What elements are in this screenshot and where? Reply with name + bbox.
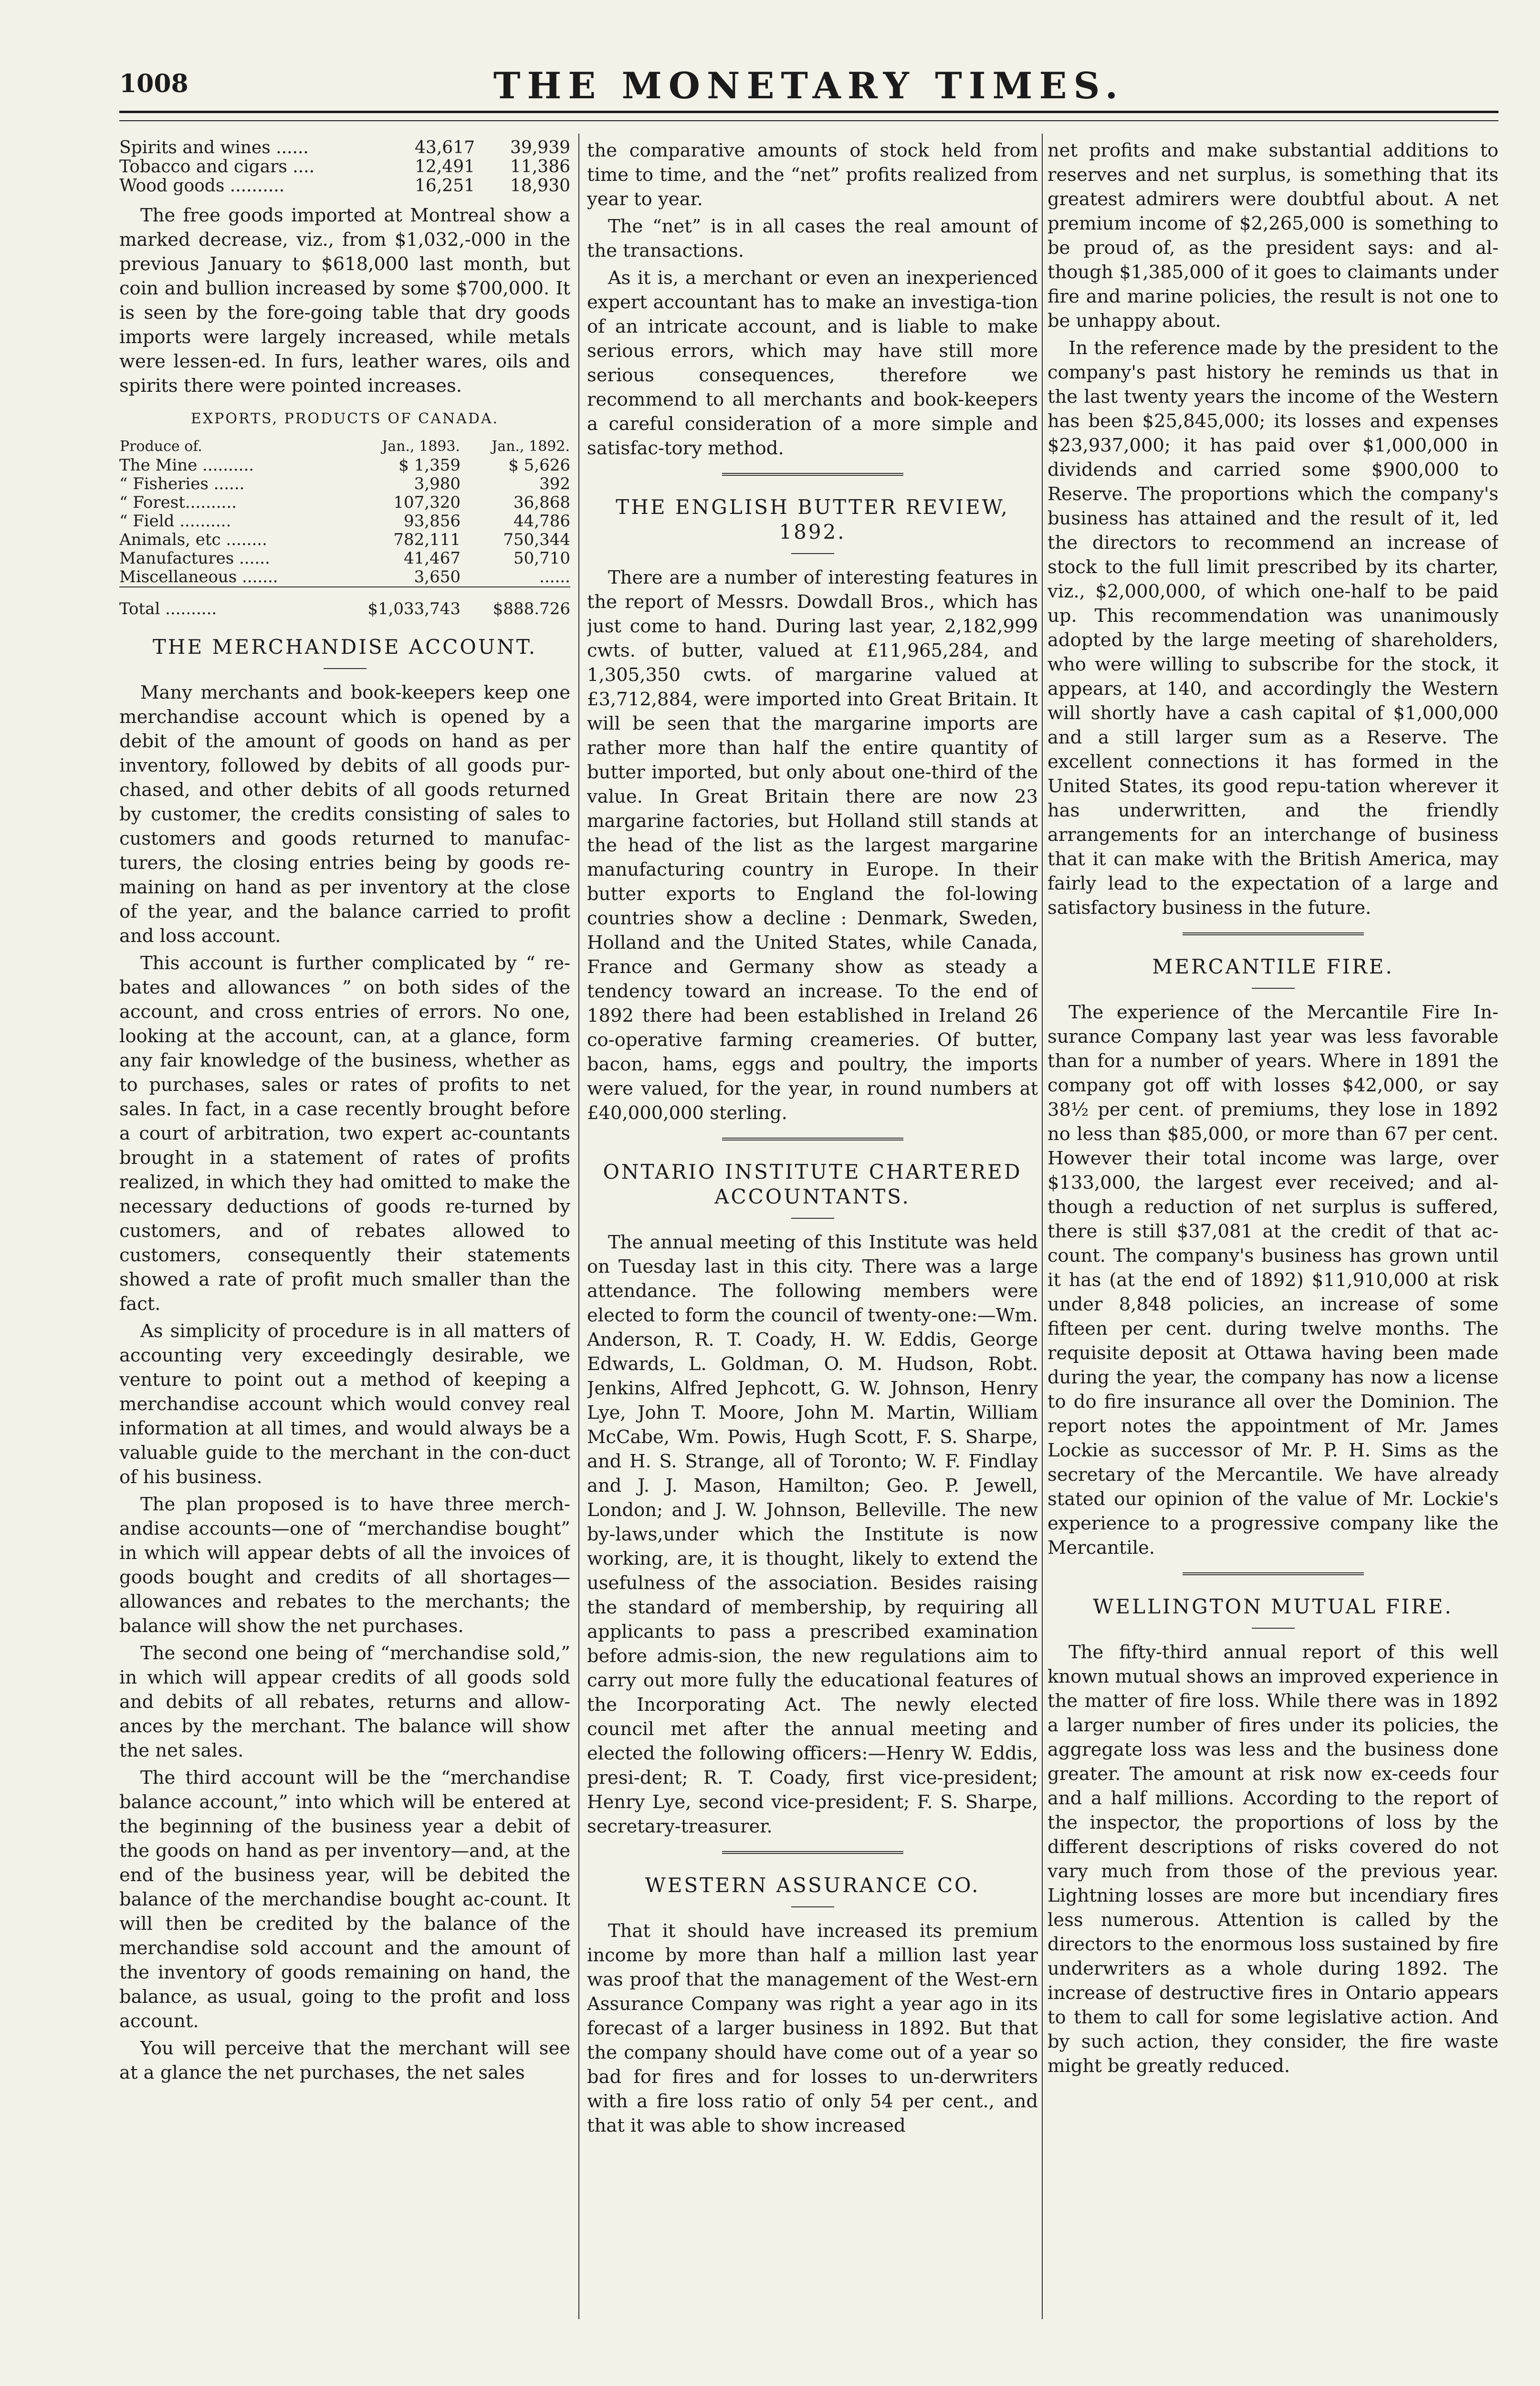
paragraph: You will perceive that the merchant will see at a glance the net purchases, the net sales <box>119 2038 570 2083</box>
paragraph: the comparative amounts of stock held from time to time, and the “net” profits realized from year to year. <box>587 140 1038 210</box>
paragraph: The fifty-third annual report of this well known mutual shows an improved experience in the matter of fire loss. While there was in 1892 a larger number of fires under its policies, the aggregate loss was less and the business done greater. The amount at risk now ex-ceeds four and a half millions. According to the report of the inspector, the proportions of loss by the different descriptions of risks covered do not vary much from those of the previous year. Lightning losses are more but incendiary fires less numerous. Attention is called by the directors to the enormous loss sustained by fire underwriters as a whole during 1892. The increase of destructive fires in Ontario appears to them to call for some legislative action. And by such action, they consider, the fire waste might be greatly reduced. <box>1048 1642 1498 2077</box>
section-separator <box>722 473 903 479</box>
masthead-title: THE MONETARY TIMES. <box>493 64 1125 107</box>
paragraph: As simplicity of procedure is in all matters of accounting very exceedingly desirable, we venture to point out a method of keeping a merchandise account which would convey real information at all times, and would always be a valuable guide to the merchant in the con-duct of his business. <box>119 1320 570 1488</box>
column-3 <box>1048 138 1498 2314</box>
table-row <box>119 549 570 568</box>
row-value: ...... <box>539 567 570 586</box>
table-row <box>119 157 570 177</box>
column-1 <box>119 138 570 2314</box>
divider <box>1252 988 1295 989</box>
row-value: $1,033,743 <box>367 599 461 618</box>
divider <box>324 668 367 669</box>
paragraph: The second one being of “merchandise sold,” in which will appear credits of all goods sold and debits of all rebates, returns and allow-ances by the merchant. The balance will show the net sales. <box>119 1643 570 1761</box>
row-label: “ Field .......... <box>119 512 231 531</box>
row-value: 18,930 <box>510 176 570 196</box>
section-separator <box>722 1851 903 1857</box>
header-rule <box>119 111 1498 113</box>
paragraph: There are a number of interesting features in the report of Messrs. Dowdall Bros., which has just come to hand. During last year, 2,182,999 cwts. of butter, valued at £11,965,284, and 1,305,350 cwts. of margarine valued at £3,712,884, were imported into Great Britain. It will be seen that the margarine imports are rather more than half the entire quantity of butter imported, but only about one-third of the value. In Great Britain there are now 23 margarine factories, but Holland still stands at the head of the list as the largest margarine manufacturing country in Europe. In their butter exports to England the fol-lowing countries show a decline : Denmark, Sweden, Holland and the United States, while Canada, France and Germany show as steady a tendency toward an increase. To the end of 1892 there had been established in Ireland 26 co-operative farming creameries. Of butter, bacon, hams, eggs and poultry, the imports were valued, for the year, in round numbers at £40,000,000 sterling. <box>587 567 1038 1124</box>
paragraph: As it is, a merchant or even an inexperienced expert accountant has to make an investiga-tion of an intricate account, and is liable to make serious errors, which may have still more serious consequences, therefore we recommend to all merchants and book-keepers a careful consideration of a more simple and satisfac-tory method. <box>587 267 1038 459</box>
table-header-row <box>119 437 570 456</box>
table-total-row <box>119 589 570 618</box>
row-value: 3,980 <box>414 474 461 493</box>
row-value: 750,344 <box>503 530 570 549</box>
row-label: Animals, etc ........ <box>119 530 267 549</box>
article-heading: MERCANTILE FIRE. <box>1152 955 1394 978</box>
divider <box>1252 1628 1295 1629</box>
row-value: 44,786 <box>513 512 570 531</box>
row-value: 782,111 <box>393 530 461 549</box>
paragraph: The annual meeting of this Institute was held on Tuesday last in this city. There was a large attendance. The following members were elected to form the council of twenty-one:—Wm. Anderson, R. T. Coady, H. W. Eddis, George Edwards, L. Goldman, O. M. Hudson, Robt. Jenkins, Alfred Jephcott, G. W. Johnson, Henry Lye, John T. Moore, John M. Martin, William McCabe, Wm. Powis, Hugh Scott, F. S. Sharpe, and H. S. Strange, all of Toronto; W. F. Findlay and J. J. Mason, Hamilton; Geo. P. Jewell, London; and J. W. Johnson, Belleville. The new by-laws,under which the Institute is now working, are, it is thought, likely to extend the usefulness of the association. Besides raising the standard of membership, by requiring all applicants to pass a prescribed examination before admis-sion, the new regulations aim to carry out more fully the educational features of the Incorporating Act. The newly elected council met after the annual meeting and elected the following officers:—Henry W. Eddis, presi-dent; R. T. Coady, first vice-president; Henry Lye, second vice-president; F. S. Sharpe, secretary-treasurer. <box>587 1232 1038 1837</box>
column-header: Jan., 1892. <box>492 438 570 455</box>
row-value: 12,491 <box>415 157 475 177</box>
row-value: 41,467 <box>404 549 461 568</box>
table-row <box>119 475 570 493</box>
row-value: 36,868 <box>513 493 570 512</box>
column-rule <box>578 134 579 2319</box>
row-value: $ 5,626 <box>508 456 570 475</box>
paragraph: The third account will be the “merchandise balance account,” into which will be entered at the beginning of the business year a debit of the goods on hand as per inventory—and, at the end of the business year, will be debited the balance of the merchandise bought ac-count. It will then be credited by the balance of the merchandise sold account and the amount of the inventory of goods remaining on hand, the balance, as usual, going to the profit and loss account. <box>119 1767 570 2032</box>
row-label: Total .......... <box>119 599 217 618</box>
table-row <box>119 531 570 549</box>
row-label: Manufactures ...... <box>119 549 270 568</box>
article-heading: WESTERN ASSURANCE CO. <box>645 1873 980 1897</box>
paragraph: In the reference made by the president to the company's past history he reminds us that in the last twenty years the income of the Western has been $25,845,000; its losses and expenses $23,937,000; it has paid over $1,000,000 in dividends and carried some $900,000 to Reserve. The proportions which the company's business has attained and the result of it, led the directors to recommend an increase of stock to the full limit prescribed by its charter, viz., $2,000,000, of which one-half to be paid up. This recommendation was unanimously adopted by the large meeting of shareholders, who were willing to subscribe for the stock, it appears, at 140, and accordingly the Western will shortly have a cash capital of $1,000,000 and a still larger sum as a Reserve. The excellent connections it has formed in the United States, its good repu-tation wherever it has underwritten, and the friendly arrangements for an interchange of business that it can make with the British America, may fairly lead to the expectation of a large and satisfactory business in the future. <box>1048 337 1498 919</box>
header-rule-thin <box>119 120 1498 121</box>
exports-table-title: EXPORTS, PRODUCTS OF CANADA. <box>190 410 499 427</box>
paragraph: Many merchants and book-keepers keep one merchandise account which is opened by a debit of the amount of goods on hand as per inventory, followed by debits of all goods pur-chased, and other debits of all goods returned by customer, the credits consisting of sales to customers and goods returned to manufac-turers, the closing entries being by goods re-maining on hand as per inventory at the close of the year, and the balance carried to profit and loss account. <box>119 682 570 947</box>
row-label: Spirits and wines ...... <box>119 138 309 157</box>
table-row <box>119 568 570 587</box>
column-2 <box>587 138 1038 2314</box>
article-heading: WELLINGTON MUTUAL FIRE. <box>1093 1595 1453 1618</box>
paragraph: This account is further complicated by “ re-bates and allowances ” on both sides of the account, and cross entries of errors. No one, looking at the account, can, at a glance, form any fair knowledge of the business, whether as to purchases, sales or rates of profits to net sales. In fact, in a case recently brought before a court of arbitration, two expert ac-countants brought in a statement of rates of profits realized, in which they had omitted to make the necessary deductions of goods re-turned by customers, and of rebates allowed to customers, consequently their statements showed a rate of profit much smaller than the fact. <box>119 952 570 1315</box>
row-label: The Mine .......... <box>119 456 254 475</box>
row-value: 39,939 <box>510 138 570 157</box>
page-number: 1008 <box>119 69 189 98</box>
divider <box>791 553 834 554</box>
row-value: 43,617 <box>415 138 475 157</box>
section-separator <box>1183 1572 1364 1578</box>
row-label: Miscellaneous ....... <box>119 567 278 586</box>
row-value: 392 <box>539 474 570 493</box>
row-value: 50,710 <box>513 549 570 568</box>
row-value: $ 1,359 <box>398 456 461 475</box>
row-value: 11,386 <box>510 157 570 177</box>
row-label: “ Forest.......... <box>119 493 237 512</box>
table-row <box>119 493 570 512</box>
column-header: Produce of. <box>120 438 202 455</box>
exports-table <box>119 437 570 618</box>
row-label: “ Fisheries ...... <box>119 474 245 493</box>
table-row <box>119 512 570 531</box>
paragraph: That it should have increased its premium income by more than half a million last year was proof that the management of the West-ern Assurance Company was right a year ago in its forecast of a larger business in 1892. But that the company should have come out of a year so bad for fires and for losses to un-derwriters with a fire loss ratio of only 54 per cent., and that it was able to show increased <box>587 1920 1038 2136</box>
imports-continued-table <box>119 138 570 196</box>
paragraph: The experience of the Mercantile Fire In-surance Company last year was less favorable than for a number of years. Where in 1891 the company got off with losses $42,000, or say 38½ per cent. of premiums, they lose in 1892 no less than $85,000, or more than 67 per cent. However their total income was large, over $133,000, the largest ever received; and al-though a reduction of net surplus is suffered, there is still $37,081 at the credit of that ac-count. The company's business has grown until it has (at the end of 1892) $11,910,000 at risk under 8,848 policies, an increase of some fifteen per cent. during twelve months. The requisite deposit at Ottawa having been made during the year, the company has now a license to do fire insurance all over the Dominion. The report notes the appointment of Mr. James Lockie as successor of Mr. P. H. Sims as the secretary of the Mercantile. We have already stated our opinion of the value of Mr. Lockie's experience to a progressive company like the Mercantile. <box>1048 1002 1498 1559</box>
row-value: $888.726 <box>492 599 570 618</box>
section-separator <box>722 1138 903 1143</box>
article-heading: THE MERCHANDISE ACCOUNT. <box>152 635 537 659</box>
article-heading: THE ENGLISH BUTTER REVIEW, 1892. <box>616 495 1009 544</box>
paragraph: The free goods imported at Montreal show a marked decrease, viz., from $1,032,-000 in the previous January to $618,000 last month, but coin and bullion increased by some $700,000. It is seen by the fore-going table that dry goods imports were largely increased, while metals were lessen-ed. In furs, leather wares, oils and spirits there were pointed increases. <box>119 205 570 397</box>
divider <box>791 1218 834 1219</box>
column-header: Jan., 1893. <box>382 438 460 455</box>
paragraph: The plan proposed is to have three merch-andise accounts—one of “merchandise bought” in which will appear debts of all the invoices of goods bought and credits of all shortages—allowances and rebates to the merchants; the balance will show the net purchases. <box>119 1494 570 1637</box>
row-label: Tobacco and cigars .... <box>119 157 315 177</box>
paragraph: The “net” is in all cases the real amount of the transactions. <box>587 216 1038 262</box>
table-row <box>119 456 570 475</box>
table-row <box>119 177 570 196</box>
divider <box>791 1906 834 1907</box>
row-label: Wood goods .......... <box>119 176 285 196</box>
article-heading: ONTARIO INSTITUTE CHARTERED ACCOUNTANTS. <box>603 1160 1022 1208</box>
table-row <box>119 138 570 157</box>
page-header <box>119 50 1498 107</box>
column-rule <box>1042 134 1043 2319</box>
row-value: 107,320 <box>393 493 461 512</box>
paragraph: net profits and make substantial additions to reserves and net surplus, is something that its greatest admirers were doubtful about. A net premium income of $2,265,000 is something to be proud of, as the president says: and al-though $1,385,000 of it goes to claimants under fire and marine policies, the result is not one to be unhappy about. <box>1048 140 1498 332</box>
section-separator <box>1183 932 1364 938</box>
row-value: 3,650 <box>414 567 461 586</box>
row-value: 93,856 <box>404 512 461 531</box>
row-value: 16,251 <box>415 176 475 196</box>
